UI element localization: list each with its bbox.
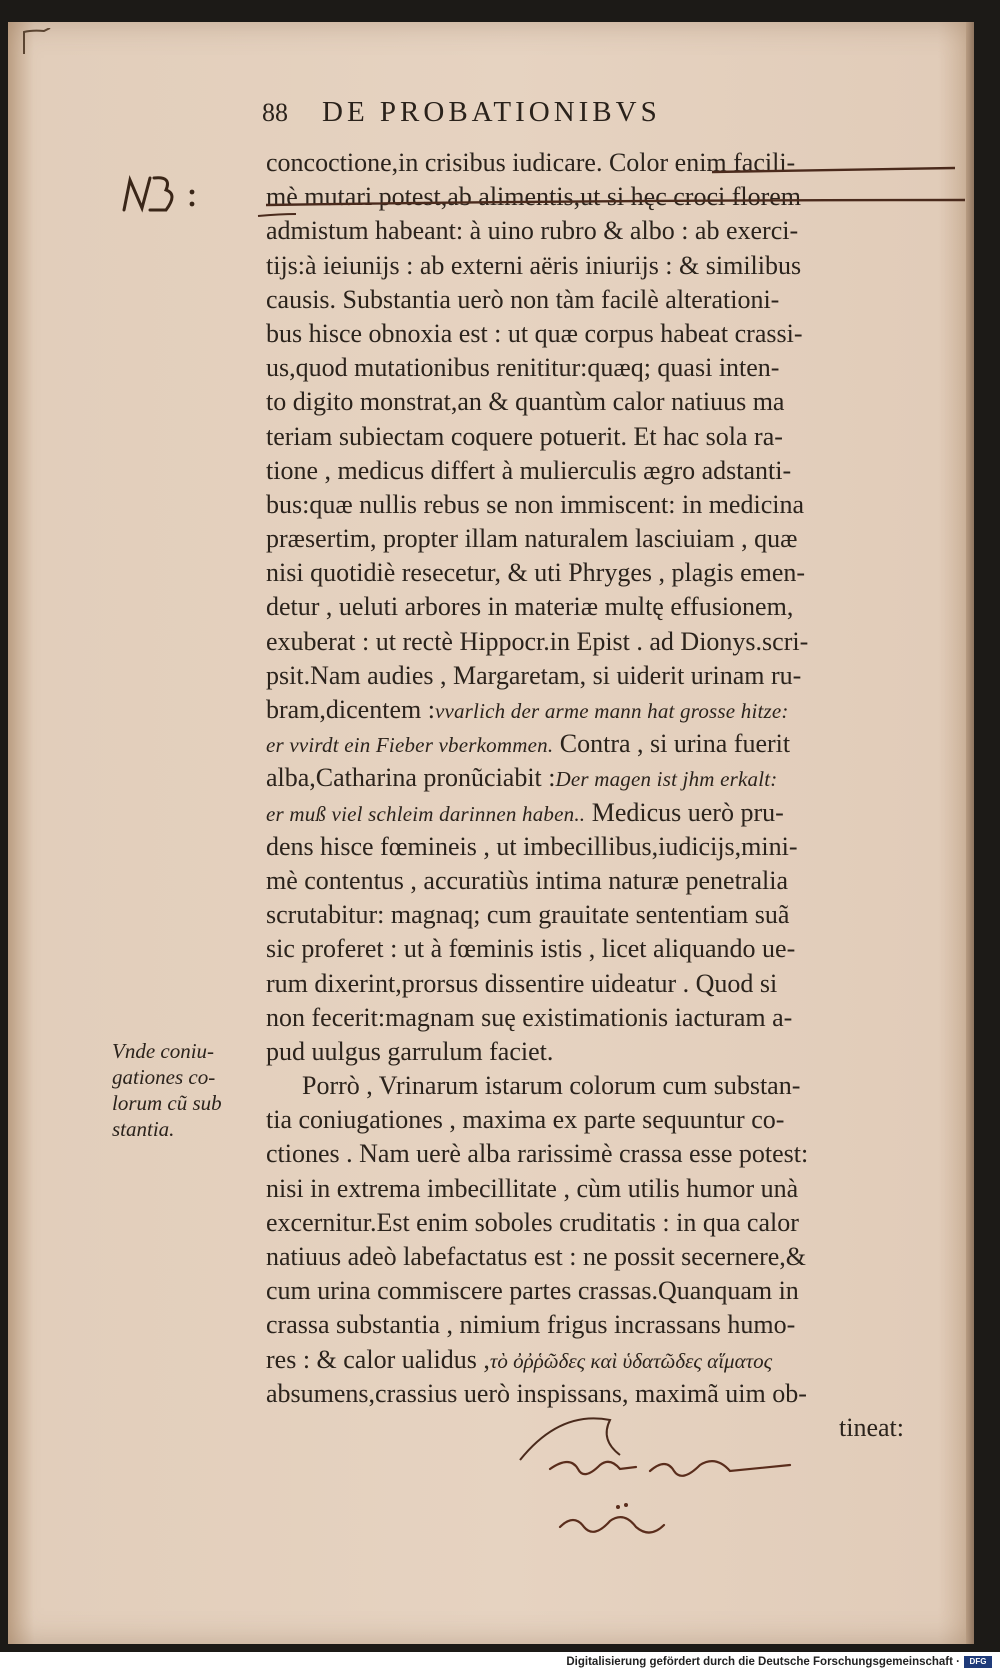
text-line <box>266 454 966 488</box>
text-line <box>266 283 966 317</box>
latin-text: Contra , si urina fuerit <box>553 729 791 759</box>
text-line <box>266 796 966 830</box>
text-line <box>266 249 966 283</box>
marginal-note-line: stantia. <box>112 1117 175 1141</box>
text-line <box>266 1411 966 1445</box>
text-line <box>266 1001 966 1035</box>
text-line <box>266 1137 966 1171</box>
text-line <box>266 317 966 351</box>
latin-text: psit.Nam audies , Margaretam, si uiderit urinam ru- <box>266 660 802 690</box>
funding-credit: Digitalisierung gefördert durch die Deutsche Forschungsgemeinschaft · <box>566 1656 960 1668</box>
text-line <box>266 693 966 727</box>
text-line <box>266 1377 966 1411</box>
german-quote: vvarlich der arme mann hat grosse hitze: <box>434 699 789 723</box>
text-line <box>266 180 966 214</box>
text-line <box>266 1308 966 1342</box>
latin-text: præsertim, propter illam naturalem lasciuiam , quæ <box>266 524 798 554</box>
footer-bar <box>0 1652 1000 1673</box>
latin-text: tia coniugationes , maxima ex parte sequuntur co- <box>266 1105 785 1135</box>
latin-text: scrutabitur: magnaq; cum grauitate sententiam suã <box>266 900 790 930</box>
text-line <box>266 1206 966 1240</box>
main-text <box>266 146 966 1445</box>
page-edge <box>966 22 974 1644</box>
text-line <box>266 967 966 1001</box>
latin-text: bram,dicentem : <box>266 695 435 724</box>
text-line <box>266 1103 966 1137</box>
text-line <box>266 351 966 385</box>
marginal-note <box>112 1038 262 1142</box>
running-head <box>262 96 882 129</box>
german-quote: Der magen ist jhm erkalt: <box>555 767 778 792</box>
text-line <box>266 932 966 966</box>
latin-text: mè contentus , accuratiùs intima naturæ penetralia <box>266 865 788 895</box>
text-line <box>266 385 966 419</box>
marginal-note-line: lorum cũ sub <box>112 1091 222 1115</box>
page-title: DE PROBATIONIBVS <box>322 96 661 128</box>
text-line <box>266 1172 966 1206</box>
text-line <box>266 727 966 761</box>
text-line <box>266 488 966 522</box>
latin-text: exuberat : ut rectè Hippocr.in Epist . ad Dionys.scri- <box>266 626 809 656</box>
text-line <box>266 556 966 590</box>
page-number: 88 <box>262 98 288 127</box>
latin-text: mè mutari potest,ab alimentis,ut si hęc croci florem <box>266 182 802 212</box>
german-quote: er muß viel schleim darinnen haben.. <box>266 801 586 826</box>
text-line <box>266 659 966 693</box>
latin-text: admistum habeant: à uino rubro & albo : ab exerci- <box>266 216 799 246</box>
latin-text: dens hisce fœmineis , ut imbecillibus,iudicijs,mini- <box>266 831 798 861</box>
latin-text: alba,Catharina pronũciabit : <box>266 763 556 793</box>
latin-text: bus hisce obnoxia est : ut quæ corpus habeat crassi- <box>266 318 803 348</box>
latin-text: causis. Substantia uerò non tàm facilè alterationi- <box>266 284 780 314</box>
latin-text: bus:quæ nullis rebus se non immiscent: in medicina <box>266 489 805 519</box>
nota-bene-annotation-icon <box>120 170 210 220</box>
dfg-logo: DFG <box>964 1656 992 1668</box>
latin-text: us,quod mutationibus renititur:quæq; quasi inten- <box>266 353 780 383</box>
latin-text: sic proferet : ut à fœminis istis , licet aliquando ue- <box>266 934 796 964</box>
page-corner-mark-icon <box>22 28 52 56</box>
greek-phrase: τὸ ὀῤῥῶδες καὶ ὑδατῶδες αἵματος <box>489 1348 773 1373</box>
text-line <box>266 420 966 454</box>
text-line <box>266 898 966 932</box>
latin-text: pud uulgus garrulum faciet. <box>266 1036 554 1066</box>
latin-text: cum urina commiscere partes crassas.Quanquam in <box>266 1276 799 1306</box>
text-line <box>266 625 966 659</box>
handwritten-note-icon <box>540 1455 840 1555</box>
latin-text: detur , ueluti arbores in materiæ multę effusionem, <box>266 592 794 622</box>
text-line <box>266 1069 966 1103</box>
latin-text: excernitur.Est enim soboles cruditatis : in qua calor <box>266 1207 799 1237</box>
latin-text: teriam subiectam coquere potuerit. Et hac sola ra- <box>266 421 783 451</box>
german-quote: er vvirdt ein Fieber vberkommen. <box>266 733 554 758</box>
latin-text: nisi in extrema imbecillitate , cùm utilis humor unà <box>266 1173 799 1203</box>
text-line <box>266 1274 966 1308</box>
latin-text: absumens,crassius uerò inspissans, maximã uim ob- <box>266 1378 807 1408</box>
text-line <box>266 146 966 180</box>
latin-text: tijs:à ieiunijs : ab externi aëris iniurijs : & similibus <box>266 250 802 280</box>
text-line <box>266 830 966 864</box>
latin-text: nisi quotidiè resecetur, & uti Phryges , plagis emen- <box>266 558 806 588</box>
latin-text: Medicus uerò pru- <box>585 797 784 827</box>
text-line <box>266 761 966 795</box>
text-line <box>266 522 966 556</box>
text-line <box>266 590 966 624</box>
text-line <box>266 214 966 248</box>
latin-text: tineat: <box>839 1412 904 1442</box>
text-line <box>266 1240 966 1274</box>
latin-text: non fecerit:magnam suę existimationis iacturam a- <box>266 1002 793 1032</box>
text-line <box>266 1343 966 1377</box>
latin-text: to digito monstrat,an & quantùm calor natiuus ma <box>266 387 785 417</box>
latin-text: Porrò , Vrinarum istarum colorum cum substan- <box>302 1071 801 1101</box>
latin-text: rum dixerint,prorsus dissentire uideatur . Quod si <box>266 968 778 998</box>
text-line <box>266 1035 966 1069</box>
latin-text: res : & calor ualidus , <box>266 1344 490 1374</box>
latin-text: natiuus adeò labefactatus est : ne possit secernere,& <box>266 1242 807 1271</box>
latin-text: concoctione,in crisibus iudicare. Color enim facili- <box>266 148 796 177</box>
marginal-note-line: Vnde coniu- <box>112 1039 215 1063</box>
marginal-note-line: gationes co- <box>112 1065 216 1089</box>
text-line <box>266 864 966 898</box>
latin-text: tione , medicus differt à mulierculis ægro adstanti- <box>266 455 792 485</box>
latin-text: ctiones . Nam uerè alba rarissimè crassa esse potest: <box>266 1139 809 1169</box>
latin-text: crassa substantia , nimium frigus incrassans humo- <box>266 1310 796 1340</box>
